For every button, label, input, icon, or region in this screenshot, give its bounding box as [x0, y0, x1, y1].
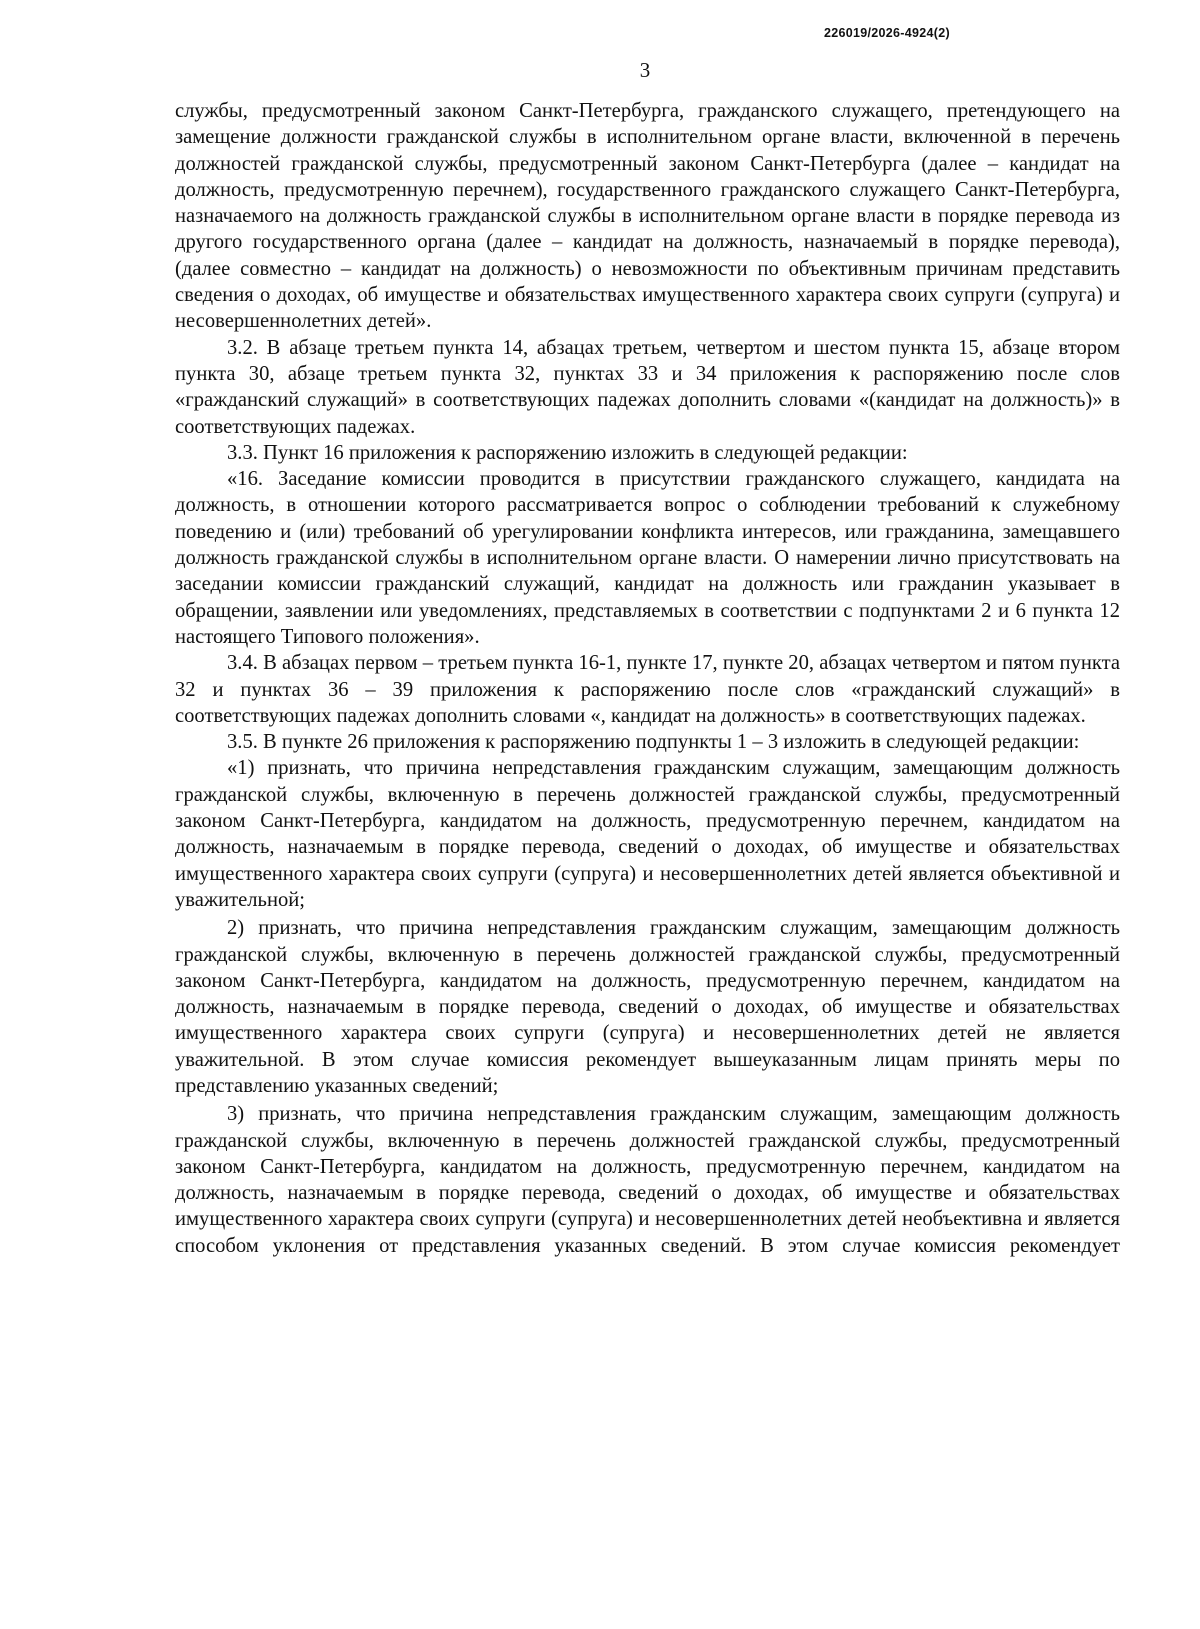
subparagraph-2: 2) признать, что причина непредставления гражданским служащим, замещающим должность гражданской службы, включенную в перечень должностей гражданской службы, предусмотренный законом Санкт-Петербурга, кандидатом на должность, предусмотренную перечнем, кандидатом на должность, назначаемым в порядке перевода, сведений о доходах, об имуществе и обязательствах имущественного характера своих супруги (супруга) и несовершеннолетних детей не является уважительной. В этом случае комиссия рекомендует вышеуказанным лицам принять меры по представлению указанных сведений;	[175, 917, 1120, 1097]
paragraph-item-16: «16. Заседание комиссии проводится в присутствии гражданского служащего, кандидата на должность, в отношении которого рассматривается вопрос о соблюдении требований к служебному поведению и (или) требований об урегулировании конфликта интересов, или гражданина, замещавшего должность гражданской службы в исполнительном органе власти. О намерении лично присутствовать на заседании комиссии гражданский служащий, кандидат на должность или гражданин указывает в обращении, заявлении или уведомлениях, представляемых в соответствии с подпунктами 2 и 6 пункта 12 настоящего Типового положения».	[175, 468, 1120, 648]
document-body	[175, 98, 1120, 1259]
paragraph-3-4: 3.4. В абзацах первом – третьем пункта 16-1, пункте 17, пункте 20, абзацах четвертом и пятом пункта 32 и пунктах 36 – 39 приложения к распоряжению после слов «гражданский служащий» в соответствующих падежах дополнить словами «, кандидат на должность» в соответствующих падежах.	[175, 652, 1120, 727]
page-number: 3	[639, 58, 651, 82]
paragraph-3-2: 3.2. В абзаце третьем пункта 14, абзацах третьем, четвертом и шестом пункта 15, абзаце втором пункта 30, абзаце третьем пункта 32, пунктах 33 и 34 приложения к распоряжению после слов «гражданский служащий» в соответствующих падежах дополнить словами «(кандидат на должность)» в соответствующих падежах.	[175, 336, 1120, 438]
paragraph-3-5: 3.5. В пункте 26 приложения к распоряжению подпункты 1 – 3 изложить в следующей редакции:	[227, 731, 1080, 754]
subparagraph-1: «1) признать, что причина непредставления гражданским служащим, замещающим должность гражданской службы, включенную в перечень должностей гражданской службы, предусмотренный законом Санкт-Петербурга, кандидатом на должность, предусмотренную перечнем, кандидатом на должность, назначаемым в порядке перевода, сведений о доходах, об имуществе и обязательствах имущественного характера своих супруги (супруга) и несовершеннолетних детей является объективной и уважительной;	[175, 757, 1120, 911]
subparagraph-3: 3) признать, что причина непредставления гражданским служащим, замещающим должность гражданской службы, включенную в перечень должностей гражданской службы, предусмотренный законом Санкт-Петербурга, кандидатом на должность, предусмотренную перечнем, кандидатом на должность, назначаемым в порядке перевода, сведений о доходах, об имуществе и обязательствах имущественного характера своих супруги (супруга) и несовершеннолетних детей необъективна и является способом уклонения от представления указанных сведений. В этом случае комиссия рекомендует	[175, 1103, 1120, 1257]
paragraph-3-3: 3.3. Пункт 16 приложения к распоряжению изложить в следующей редакции:	[227, 441, 908, 464]
document-registration-number: 226019/2026-4924(2)	[824, 26, 950, 40]
paragraph-continuation: службы, предусмотренный законом Санкт-Петербурга, гражданского служащего, претендующего на замещение должности гражданской службы в исполнительном органе власти, включенной в перечень должностей гражданской службы, предусмотренный законом Санкт-Петербурга (далее – кандидат на должность, предусмотренную перечнем), государственного гражданского служащего Санкт-Петербурга, назначаемого на должность гражданской службы в исполнительном органе власти в порядке перевода из другого государственного органа (далее – кандидат на должность, назначаемый в порядке перевода), (далее совместно – кандидат на должность) о невозможности по объективным причинам представить сведения о доходах, об имуществе и обязательствах имущественного характера своих супруги (супруга) и несовершеннолетних детей».	[175, 100, 1120, 333]
